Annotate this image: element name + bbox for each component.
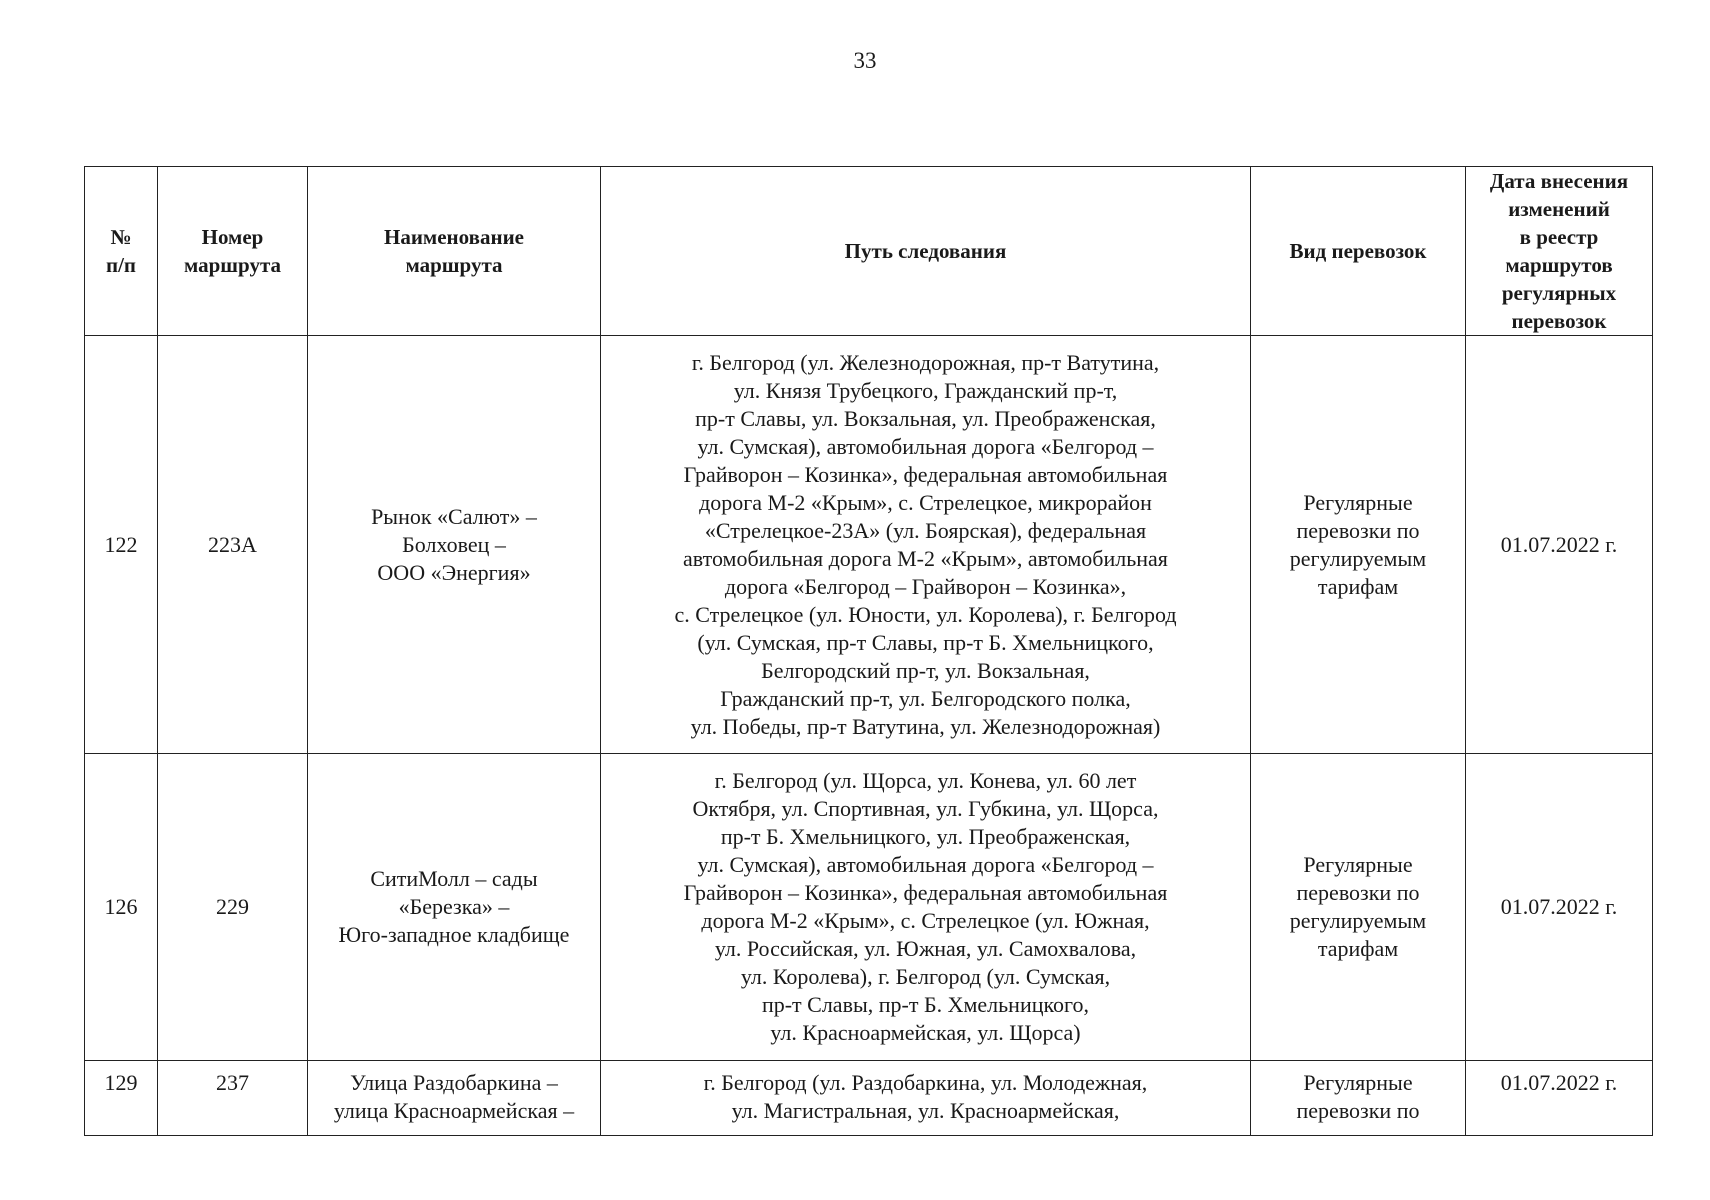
cell-num: 129	[85, 1061, 158, 1136]
table-row	[85, 336, 1653, 754]
header-num: № п/п	[85, 167, 158, 336]
table-row	[85, 1061, 1653, 1136]
cell-num: 122	[85, 336, 158, 754]
cell-route-path: г. Белгород (ул. Раздобаркина, ул. Молодежная, ул. Магистральная, ул. Красноармейская,	[601, 1061, 1251, 1136]
cell-route-number: 223А	[158, 336, 308, 754]
cell-transport-type: Регулярные перевозки по регулируемым тарифам	[1251, 754, 1466, 1061]
header-route-number: Номер маршрута	[158, 167, 308, 336]
cell-route-path: г. Белгород (ул. Щорса, ул. Конева, ул. 60 лет Октября, ул. Спортивная, ул. Губкина, ул. Щорса, пр-т Б. Хмельницкого, ул. Преображенская, ул. Сумская), автомобильная дорога «Белгород – Грайворон – Козинка», федеральная автомобильная дорога М-2 «Крым», с. Стрелецкое (ул. Южная, ул. Российская, ул. Южная, ул. Самохвалова, ул. Королева), г. Белгород (ул. Сумская, пр-т Славы, пр-т Б. Хмельницкого, ул. Красноармейская, ул. Щорса)	[601, 754, 1251, 1061]
cell-route-name: Улица Раздобаркина – улица Красноармейская –	[308, 1061, 601, 1136]
cell-route-number: 237	[158, 1061, 308, 1136]
cell-transport-type: Регулярные перевозки по регулируемым тарифам	[1251, 336, 1466, 754]
cell-registry-date: 01.07.2022 г.	[1466, 336, 1653, 754]
cell-num: 126	[85, 754, 158, 1061]
cell-route-name: СитиМолл – сады «Березка» – Юго-западное кладбище	[308, 754, 601, 1061]
cell-route-path: г. Белгород (ул. Железнодорожная, пр-т Ватутина, ул. Князя Трубецкого, Гражданский пр-т, пр-т Славы, ул. Вокзальная, ул. Преображенская, ул. Сумская), автомобильная дорога «Белгород – Грайворон – Козинка», федеральная автомобильная дорога М-2 «Крым», с. Стрелецкое, микрорайон «Стрелецкое-23А» (ул. Боярская), федеральная автомобильная дорога М-2 «Крым», автомобильная дорога «Белгород – Грайворон – Козинка», с. Стрелецкое (ул. Юности, ул. Королева), г. Белгород (ул. Сумская, пр-т Славы, пр-т Б. Хмельницкого, Белгородский пр-т, ул. Вокзальная, Гражданский пр-т, ул. Белгородского полка, ул. Победы, пр-т Ватутина, ул. Железнодорожная)	[601, 336, 1251, 754]
cell-route-name: Рынок «Салют» – Болховец – ООО «Энергия»	[308, 336, 601, 754]
routes-table	[84, 166, 1653, 1136]
cell-registry-date: 01.07.2022 г.	[1466, 1061, 1653, 1136]
cell-route-number: 229	[158, 754, 308, 1061]
header-transport-type: Вид перевозок	[1251, 167, 1466, 336]
header-registry-date: Дата внесения изменений в реестр маршрутов регулярных перевозок	[1466, 167, 1653, 336]
page-number: 33	[853, 48, 877, 73]
cell-registry-date: 01.07.2022 г.	[1466, 754, 1653, 1061]
header-route-path: Путь следования	[601, 167, 1251, 336]
table-row	[85, 754, 1653, 1061]
cell-transport-type: Регулярные перевозки по	[1251, 1061, 1466, 1136]
table-header-row	[85, 167, 1653, 336]
header-route-name: Наименование маршрута	[308, 167, 601, 336]
